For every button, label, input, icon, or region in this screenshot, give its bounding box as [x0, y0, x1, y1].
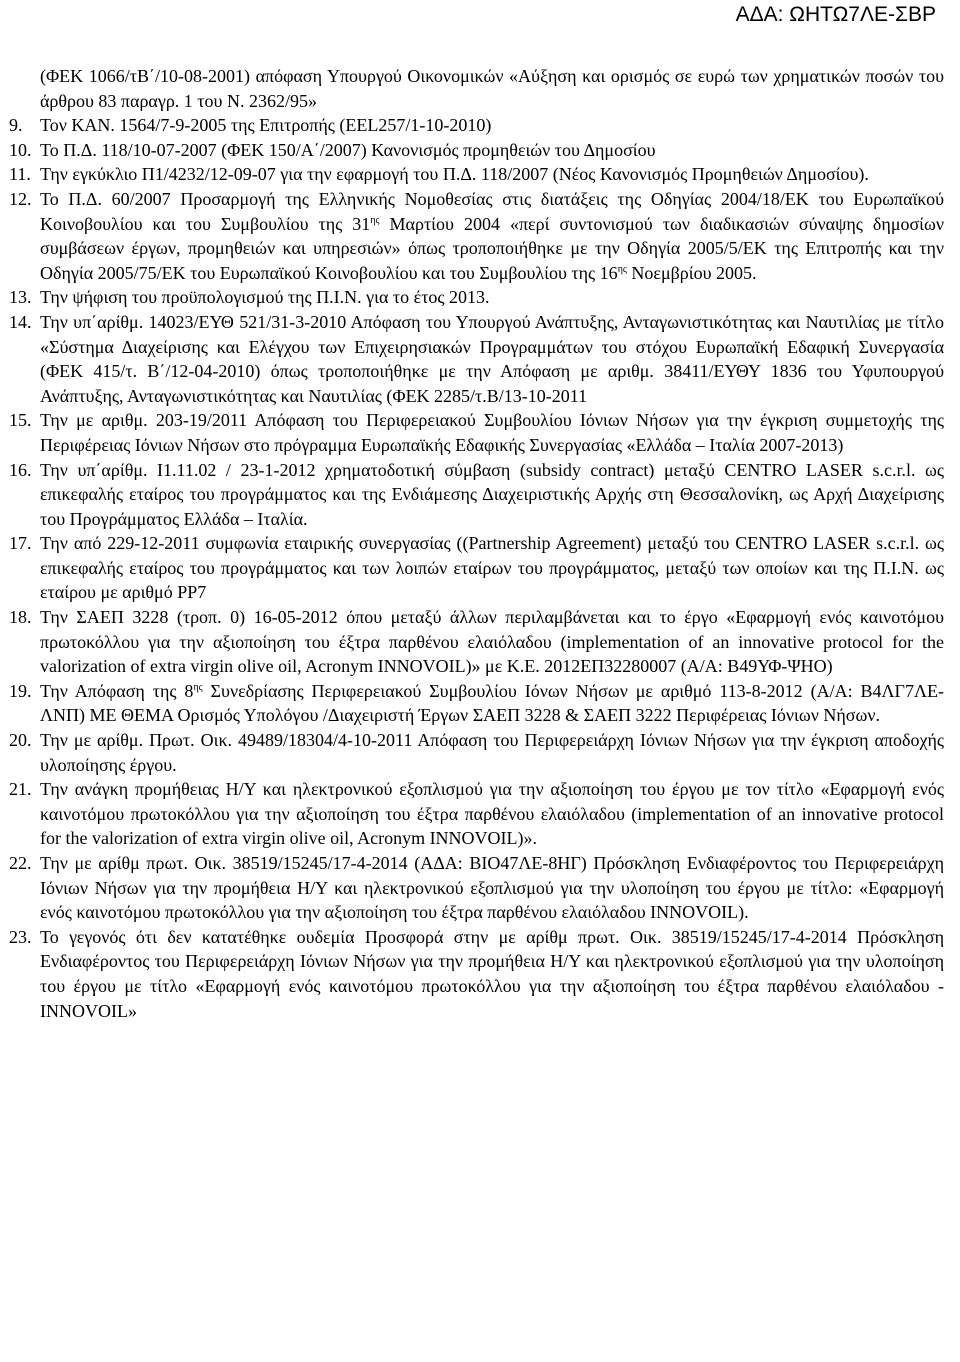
item-text-part: Νοεμβρίου 2005.	[626, 262, 757, 283]
ordinal-suffix: ης	[370, 214, 380, 226]
item-text	[40, 187, 944, 285]
item-text: Την ΣΑΕΠ 3228 (τροπ. 0) 16-05-2012 όπου μεταξύ άλλων περιλαμβάνεται και το έργο «Εφαρμογή ενός καινοτόμου πρωτοκόλλου για την αξιοποίηση του έξτρα παρθένου ελαιόλαδου (implementation of an innovative protocol for the valorization of extra virgin olive oil, Acronym INNOVOIL)» με Κ.Ε. 2012ΕΠ32280007 (Α/Α: Β49ΥΦ-ΨΗΟ)	[40, 607, 944, 677]
list-item-18	[0, 605, 960, 679]
list-item-16	[0, 458, 960, 532]
list-item-14	[0, 310, 960, 408]
item-text-part: Μαρτίου 2004 «περί συντονισμού των διαδικασιών σύναψης δημοσίων συμβάσεων έργων, προμηθειών και υπηρεσιών» όπως τροποποιήθηκε με την Οδηγία 2005/5/ΕΚ της Επιτροπής και την Οδηγία 2005/75/ΕΚ του Ευρωπαϊκού Κοινοβουλίου και του Συμβουλίου της 16	[40, 213, 944, 283]
list-item-12	[0, 187, 960, 285]
item-text: Την ανάγκη προμήθειας Η/Υ και ηλεκτρονικού εξοπλισμού για την αξιοποίηση του έργου με τον τίτλο «Εφαρμογή ενός καινοτόμου πρωτοκόλλου για την αξιοποίηση του έξτρα παρθένου ελαιόλαδου (implementation of an innovative protocol for the valorization of extra virgin olive oil, Acronym INNOVOIL)».	[40, 779, 944, 849]
item-number: 12.	[9, 188, 32, 209]
item-number: 16.	[9, 459, 32, 480]
item-text: Την με αρίθμ. Πρωτ. Οικ. 49489/18304/4-10-2011 Απόφαση του Περιφερειάρχη Ιόνιων Νήσων για την έγκριση αποδοχής υλοποίησης έργου.	[40, 730, 944, 775]
list-item-17	[0, 531, 960, 605]
list-item-19	[0, 679, 960, 728]
ordinal-suffix: ης	[617, 263, 627, 275]
list-item-9	[0, 113, 960, 138]
list-item-13	[0, 285, 960, 310]
item-text: Την υπ΄αρίθμ. 14023/ΕΥΘ 521/31-3-2010 Απόφαση του Υπουργού Ανάπτυξης, Ανταγωνιστικότητας και Ναυτιλίας με τίτλο «Σύστημα Διαχείρισης και Ελέγχου των Επιχειρησιακών Προγραμμάτων του στόχου Ευρωπαϊκή Εδαφική Συνεργασία (ΦΕΚ 415/τ. Β΄/12-04-2010) όπως τροποποιήθηκε με την Απόφαση με αριθμ. 38411/ΕΥΘΥ 1836 του Υφυπουργού Ανάπτυξης, Ανταγωνιστικότητας και Ναυτιλίας (ΦΕΚ 2285/τ.Β/13-10-2011	[40, 311, 944, 406]
list-item-23	[0, 925, 960, 1023]
item-number: 10.	[9, 139, 32, 160]
item-text: (ΦΕΚ 1066/τΒ΄/10-08-2001) απόφαση Υπουργού Οικονομικών «Αύξηση και ορισμός σε ευρώ των χρηματικών ποσών του άρθρου 83 παραγρ. 1 του Ν. 2362/95»	[40, 66, 944, 111]
item-text: Την από 229-12-2011 συμφωνία εταιρικής συνεργασίας ((Partnership Agreement) μεταξύ του CENTRO LASER s.c.r.l. ως επικεφαλής εταίρος του προγράμματος και των λοιπών εταίρων του προγράμματος, μεταξύ των οποίων και της Π.Ι.Ν. ως εταίρου με αριθμό PP7	[40, 533, 944, 603]
list-item-20	[0, 728, 960, 777]
item-number: 19.	[9, 680, 32, 701]
ordinal-suffix: ης	[193, 681, 203, 693]
item-number: 21.	[9, 779, 32, 800]
list-item-11	[0, 162, 960, 187]
item-number: 14.	[9, 311, 32, 332]
list-item-22	[0, 851, 960, 925]
item-number: 17.	[9, 533, 32, 554]
item-text: Την υπ΄αρίθμ. Ι1.11.02 / 23-1-2012 χρηματοδοτική σύμβαση (subsidy contract) μεταξύ CENTRO LASER s.c.r.l. ως επικεφαλής εταίρος του προγράμματος και της Ενδιάμεσης Διαχειριστικής Αρχής στη Θεσσαλονίκη, ως Αρχή Διαχείρισης του Προγράμματος Ελλάδα – Ιταλία.	[40, 459, 944, 529]
item-text: Το Π.Δ. 118/10-07-2007 (ΦΕΚ 150/Α΄/2007) Κανονισμός προμηθειών του Δημοσίου	[40, 139, 656, 160]
item-number: 23.	[9, 926, 32, 947]
ada-header: ΑΔΑ: ΩΗΤΩ7ΛΕ-ΣΒΡ	[735, 3, 936, 26]
item-number: 22.	[9, 853, 32, 873]
item-number: 11.	[9, 164, 31, 185]
item-number: 15.	[9, 410, 32, 431]
item-text: Την εγκύκλιο Π1/4232/12-09-07 για την εφαρμογή του Π.Δ. 118/2007 (Νέος Κανονισμός Προμηθειών Δημοσίου).	[40, 164, 869, 185]
item-text: Την ψήφιση του προϋπολογισμού της Π.Ι.Ν. για το έτος 2013.	[40, 287, 490, 308]
item-text-part: Συνεδρίασης Περιφερειακού Συμβουλίου Ιόνων Νήσων με αριθμό 113-8-2012 (Α/Α: Β4ΛΓ7ΛΕ-ΛΝΠ) ΜΕ ΘΕΜΑ Ορισμός Υπολόγου /Διαχειριστή Έργων ΣΑΕΠ 3228 & ΣΑΕΠ 3222 Περιφέρειας Ιόνιων Νήσων.	[40, 680, 944, 726]
item-number: 9.	[9, 115, 23, 136]
list-item-continuation	[0, 64, 960, 113]
document-body	[0, 64, 960, 1023]
list-item-10	[0, 138, 960, 163]
item-number: 20.	[9, 730, 32, 751]
item-text-part: Το Π.Δ. 60/2007 Προσαρμογή της Ελληνικής Νομοθεσίας στις διατάξεις της Οδηγίας 2004/18/ΕΚ του Ευρωπαϊκού Κοινοβουλίου και του Συμβουλίου της 31	[40, 188, 944, 234]
item-number: 13.	[9, 287, 32, 308]
list-item-21	[0, 777, 960, 851]
item-text: Την με αρίθμ πρωτ. Οικ. 38519/15245/17-4-2014 (ΑΔΑ: ΒΙΟ47ΛΕ-8ΗΓ) Πρόσκληση Ενδιαφέροντος του Περιφερειάρχη Ιόνιων Νήσων για την προμήθεια Η/Υ και ηλεκτρονικού εξοπλισμού για την υλοποίηση του έργου με τίτλο: «Εφαρμογή ενός καινοτόμου πρωτοκόλλου για την αξιοποίηση του έξτρα παρθένου ελαιόλαδου INNOVOIL).	[40, 853, 944, 923]
item-text	[40, 679, 944, 728]
item-text-part: Την Απόφαση της 8	[40, 680, 194, 701]
item-text: Την με αριθμ. 203-19/2011 Απόφαση του Περιφερειακού Συμβουλίου Ιόνιων Νήσων για την έγκριση συμμετοχής της Περιφέρειας Ιόνιων Νήσων στο πρόγραμμα Ευρωπαϊκής Εδαφικής Συνεργασίας «Ελλάδα – Ιταλία 2007-2013)	[40, 410, 944, 455]
item-text: Το γεγονός ότι δεν κατατέθηκε ουδεμία Προσφορά στην με αρίθμ πρωτ. Οικ. 38519/15245/17-4-2014 Πρόσκληση Ενδιαφέροντος του Περιφερειάρχη Ιόνιων Νήσων για την προμήθεια Η/Υ και ηλεκτρονικού εξοπλισμού για την υλοποίηση του έργου με τίτλο «Εφαρμογή ενός καινοτόμου πρωτοκόλλου για την αξιοποίηση του έξτρα παρθένου ελαιόλαδου - INNOVOIL»	[40, 926, 944, 1021]
item-number: 18.	[9, 607, 32, 628]
item-text: Τον ΚΑΝ. 1564/7-9-2005 της Επιτροπής (ΕΕL257/1-10-2010)	[40, 115, 492, 136]
list-item-15	[0, 408, 960, 457]
